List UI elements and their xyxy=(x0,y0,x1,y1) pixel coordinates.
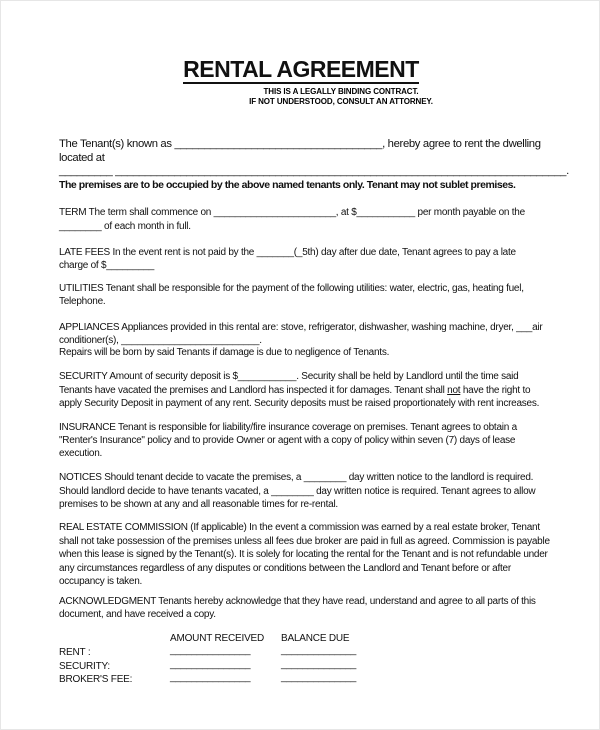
acknowledgment-line: document, and have received a copy. xyxy=(59,609,216,620)
late-fees-line: LATE FEES In the event rent is not paid by the _______(_5th) day after due date, Tenant agrees to pay a late xyxy=(59,247,516,258)
subtitle-line-1: THIS IS A LEGALLY BINDING CONTRACT. xyxy=(263,87,419,96)
title-text: RENTAL AGREEMENT xyxy=(183,56,419,82)
header-amount-received: AMOUNT RECEIVED xyxy=(170,633,265,644)
document-title xyxy=(1,56,600,83)
balance-due-blank: ______________ xyxy=(281,672,357,683)
balance-due-blank: ______________ xyxy=(281,658,357,670)
amount-received-blank: _______________ xyxy=(170,672,251,683)
security-line: apply Security Deposit in payment of any rent. Security deposits must be raised proportionately with rent increases. xyxy=(59,398,540,409)
real-estate-commission-line: occupancy is taken. xyxy=(59,576,143,587)
insurance-line: "Renter's Insurance" policy and to provide Owner or agent with a copy of policy within seven (7) days of lease xyxy=(59,435,516,446)
notices-line: NOTICES Should tenant decide to vacate the premises, a ________ day written notice to the landlord is required. xyxy=(59,472,534,483)
amount-received-blank: _______________ xyxy=(170,658,251,670)
tenant-line: _________ ____________________________________________________________________________. xyxy=(59,165,569,177)
security-line: SECURITY Amount of security deposit is $___________. Security shall be held by Landlord until the time said xyxy=(59,371,519,382)
insurance-line: INSURANCE Tenant is responsible for liability/fire insurance coverage on premises. Tenant agrees to obtain a xyxy=(59,422,517,433)
security-line: Tenants have vacated the premises and Landlord has inspected it for damages. Tenant shall not have the right to xyxy=(59,385,531,396)
late-fees-line: charge of $_________ xyxy=(59,260,155,271)
tenant-line: The Tenant(s) known as ___________________________________, hereby agree to rent the dwelling xyxy=(59,138,541,150)
balance-due-blank: ______________ xyxy=(281,645,357,656)
acknowledgment-line: ACKNOWLEDGMENT Tenants hereby acknowledge that they have read, understand and agree to all parts of this xyxy=(59,596,536,607)
subtitle-line-2: IF NOT UNDERSTOOD, CONSULT AN ATTORNEY. xyxy=(249,97,433,106)
notices-line: premises to be shown at any and all reasonable times for re-rental. xyxy=(59,499,338,510)
real-estate-commission-line: any circumstances regardless of any disputes or conditions between the Landlord and Tenant before or after xyxy=(59,563,511,574)
real-estate-commission-line: shall not take possession of the premises unless all fees due broker are paid in full as agreed. Commission is payable xyxy=(59,536,550,547)
utilities-line: UTILITIES Tenant shall be responsible for the payment of the following utilities: water, electric, gas, heating fuel, xyxy=(59,283,524,294)
term-line: TERM The term shall commence on _______________________, at $___________ per month payable on the xyxy=(59,207,525,218)
real-estate-commission-line: when this lease is signed by the Tenant(s). It is solely for locating the rental for the Tenant and is not refundable under xyxy=(59,549,548,560)
row-label: SECURITY: xyxy=(59,660,110,672)
appliances-line: APPLIANCES Appliances provided in this rental are: stove, refrigerator, dishwasher, washing machine, dryer, ___air xyxy=(59,322,543,333)
utilities-line: Telephone. xyxy=(59,296,106,307)
header-balance-due: BALANCE DUE xyxy=(281,633,350,644)
appliances-line: Repairs will be born by said Tenants if damage is due to negligence of Tenants. xyxy=(59,347,390,358)
appliances-line: conditioner(s), __________________________. xyxy=(59,335,262,346)
row-label: BROKER'S FEE: xyxy=(59,674,133,685)
amount-received-blank: _______________ xyxy=(170,645,251,656)
notices-line: Should landlord decide to have tenants vacated, a ________ day written notice is required. Tenant agrees to allow xyxy=(59,486,536,497)
tenant-line: located at xyxy=(59,152,105,164)
real-estate-commission-line: REAL ESTATE COMMISSION (If applicable) In the event a commission was earned by a real estate broker, Tenant xyxy=(59,522,540,533)
premises-line: The premises are to be occupied by the above named tenants only. Tenant may not sublet premises. xyxy=(59,179,516,191)
row-label: RENT : xyxy=(59,647,91,658)
term-line: ________ of each month in full. xyxy=(59,221,191,232)
insurance-line: execution. xyxy=(59,448,103,459)
